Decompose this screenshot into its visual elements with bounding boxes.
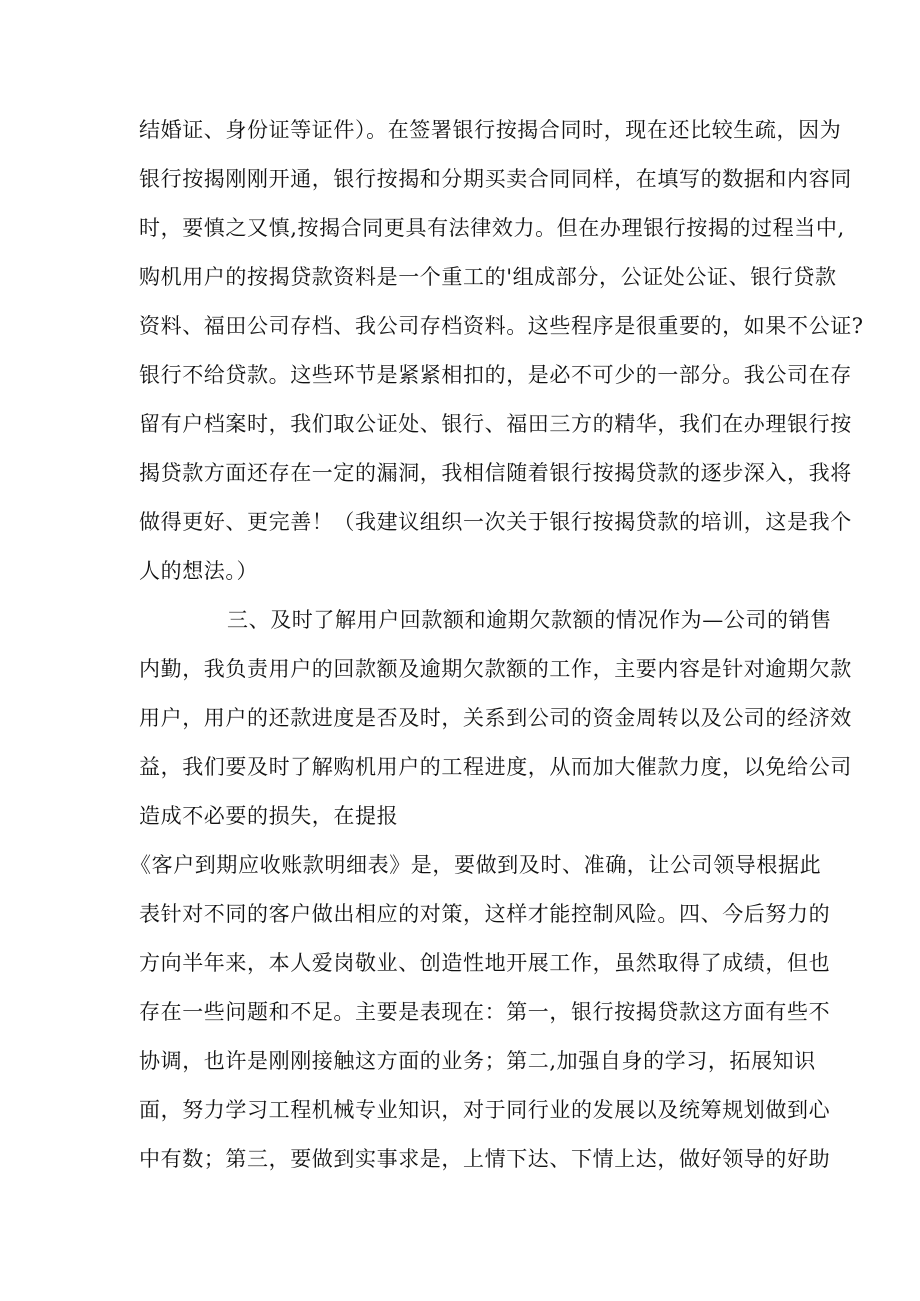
text-line: 做得更好、更完善！（我建议组织一次关于银行按揭贷款的培训，这是我个 — [139, 510, 852, 534]
section-heading-line: 三、及时了解用户回款额和逾期欠款额的情况作为—公司的销售 — [227, 608, 832, 632]
text-line: 资料、福田公司存档、我公司存档资料。这些程序是很重要的，如果不公证? — [139, 314, 864, 338]
text-line: 面，努力学习工程机械专业知识，对于同行业的发展以及统筹规划做到心 — [139, 1098, 831, 1122]
text-line: 留有户档案时，我们取公证处、银行、福田三方的精华，我们在办理银行按 — [139, 412, 852, 436]
text-line: 购机用户的按揭贷款资料是一个重工的'组成部分，公证处公证、银行贷款 — [139, 265, 837, 289]
text-line: 内勤，我负责用户的回款额及逾期欠款额的工作，主要内容是针对逾期欠款 — [139, 657, 852, 681]
text-line: 时，要慎之又慎,按揭合同更具有法律效力。但在办理银行按揭的过程当中, — [139, 216, 845, 240]
text-line: 益，我们要及时了解购机用户的工程进度，从而加大催款力度，以免给公司 — [139, 755, 852, 779]
text-line: 方向半年来，本人爱岗敬业、创造性地开展工作，虽然取得了成绩，但也 — [139, 951, 831, 975]
text-line: 协调，也许是刚刚接触这方面的业务；第二,加强自身的学习，拓展知识 — [139, 1049, 816, 1073]
text-line: 《客户到期应收账款明细表》是，要做到及时、准确，让公司领导根据此 — [130, 853, 822, 877]
text-line: 造成不必要的损失，在提报 — [139, 804, 399, 828]
text-line: 揭贷款方面还存在一定的漏洞，我相信随着银行按揭贷款的逐步深入，我将 — [139, 461, 852, 485]
text-line: 结婚证、身份证等证件）。在签署银行按揭合同时，现在还比较生疏，因为 — [139, 118, 842, 142]
text-line: 人的想法。） — [139, 559, 259, 583]
text-line: 存在一些问题和不足。主要是表现在：第一，银行按揭贷款这方面有些不 — [139, 1000, 831, 1024]
text-line: 表针对不同的客户做出相应的对策，这样才能控制风险。四、今后努力的 — [139, 902, 831, 926]
text-line: 中有数；第三，要做到实事求是，上情下达、下情上达，做好领导的好助 — [139, 1147, 831, 1171]
text-line: 银行不给贷款。这些环节是紧紧相扣的，是必不可少的一部分。我公司在存 — [139, 363, 852, 387]
text-line: 银行按揭刚刚开通，银行按揭和分期买卖合同同样，在填写的数据和内容同 — [139, 167, 852, 191]
text-line: 用户，用户的还款进度是否及时，关系到公司的资金周转以及公司的经济效 — [139, 706, 852, 730]
